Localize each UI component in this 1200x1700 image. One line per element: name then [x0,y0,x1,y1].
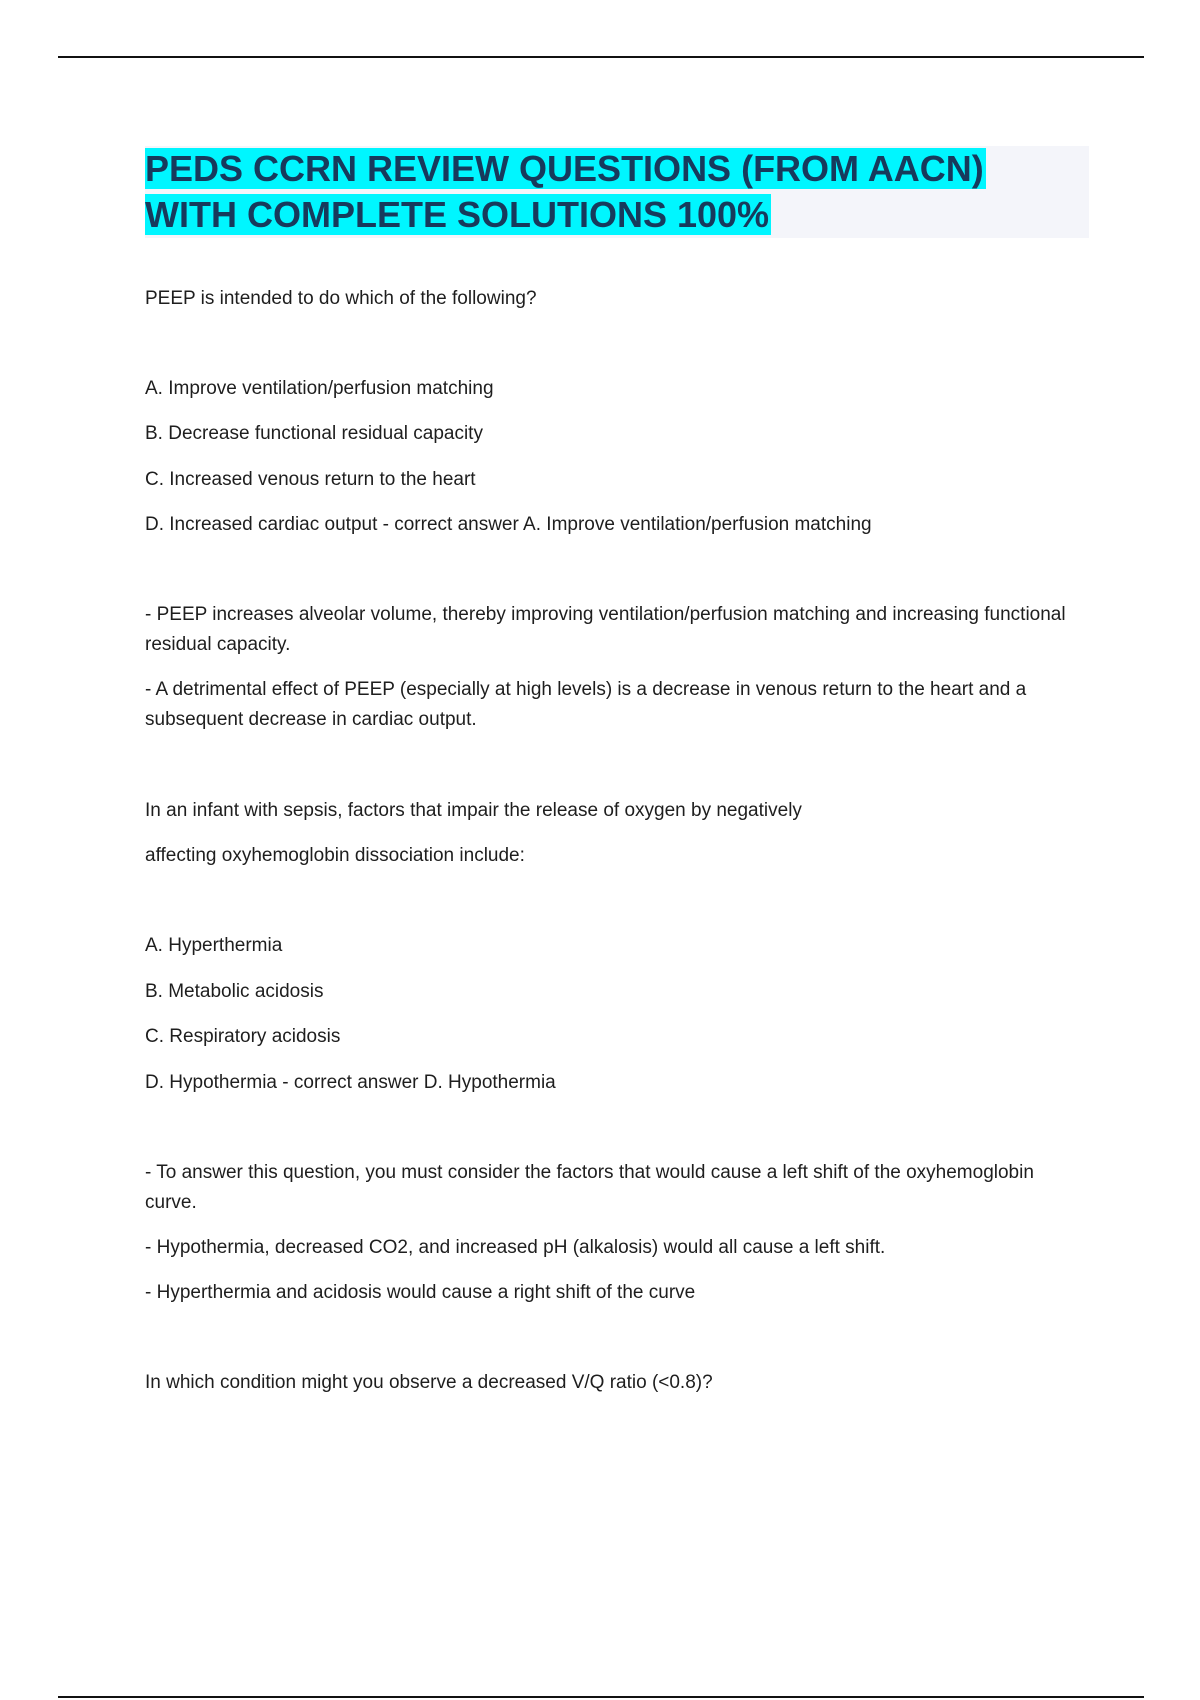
header-rule [58,56,1144,58]
title-line-2: WITH COMPLETE SOLUTIONS 100% [145,194,770,235]
q2-option-a: A. Hyperthermia [145,935,283,956]
q2-option-d: D. Hypothermia - correct answer D. Hypothermia [145,1072,556,1093]
question-2-line-1: In an infant with sepsis, factors that impair the release of oxygen by negatively [145,800,802,821]
q2-option-b: B. Metabolic acidosis [145,981,324,1002]
question-3: In which condition might you observe a decreased V/Q ratio (<0.8)? [145,1372,713,1393]
title-line-1: PEDS CCRN REVIEW QUESTIONS (FROM AACN) [145,148,984,189]
q2-rationale-3: - Hyperthermia and acidosis would cause a right shift of the curve [145,1282,696,1303]
question-2-line-2: affecting oxyhemoglobin dissociation include: [145,845,525,866]
q1-option-a: A. Improve ventilation/perfusion matching [145,378,494,399]
q1-rationale-2: - A detrimental effect of PEEP (especially at high levels) is a decrease in venous return to the heart and a subsequent decrease in cardiac output. [145,679,1027,730]
q1-option-c: C. Increased venous return to the heart [145,469,476,490]
q2-rationale-1: - To answer this question, you must consider the factors that would cause a left shift of the oxyhemoglobin curve. [145,1162,1034,1213]
q1-option-d: D. Increased cardiac output - correct answer A. Improve ventilation/perfusion matching [145,514,872,535]
q2-option-c: C. Respiratory acidosis [145,1026,341,1047]
q2-rationale-2: - Hypothermia, decreased CO2, and increased pH (alkalosis) would all cause a left shift. [145,1237,886,1258]
document-title [145,146,1089,238]
footer-rule [58,1696,1144,1698]
question-1: PEEP is intended to do which of the following? [145,288,537,309]
q1-rationale-1: - PEEP increases alveolar volume, thereby improving ventilation/perfusion matching and increasing functional residual capacity. [145,604,1066,655]
q1-option-b: B. Decrease functional residual capacity [145,423,483,444]
